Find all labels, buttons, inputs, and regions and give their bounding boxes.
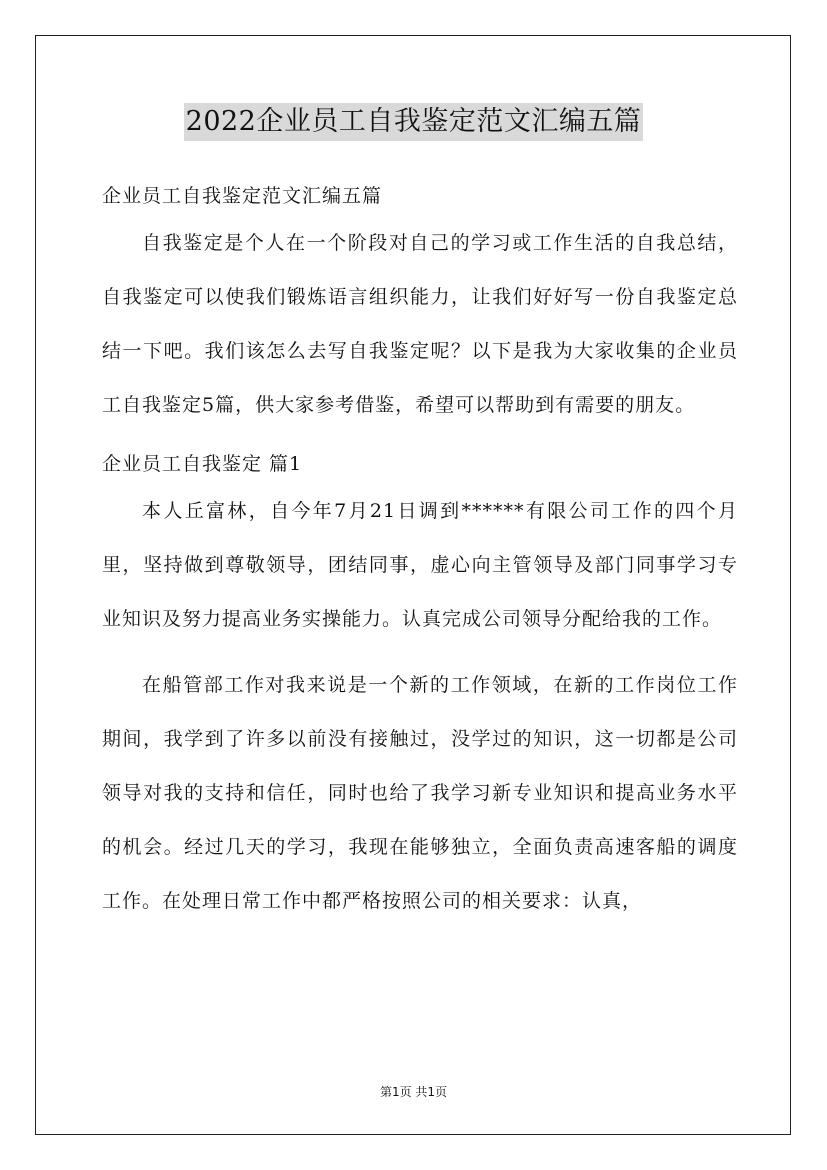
document-title: 2022企业员工自我鉴定范文汇编五篇: [184, 103, 644, 141]
section-heading: 企业员工自我鉴定 篇1: [102, 453, 303, 475]
document-body: [102, 176, 738, 928]
body-paragraph-1: 本人丘富林，自今年7月21日调到******有限公司工作的四个月里，坚持做到尊敬领导，团结同事，虚心向主管领导及部门同事学习专业知识及努力提高业务实操能力。认真完成公司领导分配给我的工作。: [102, 500, 738, 630]
document-subtitle: 企业员工自我鉴定范文汇编五篇: [102, 185, 383, 207]
page-footer: 第1页 共1页: [379, 1085, 448, 1099]
body-paragraph-2: 在船管部工作对我来说是一个新的工作领域，在新的工作岗位工作期间，我学到了许多以前没有接触过，没学过的知识，这一切都是公司领导对我的支持和信任，同时也给了我学习新专业知识和提高业务水平的机会。经过几天的学习，我现在能够独立，全面负责高速客船的调度工作。在处理日常工作中都严格按照公司的相关要求：认真，: [102, 674, 738, 912]
intro-paragraph: 自我鉴定是个人在一个阶段对自己的学习或工作生活的自我总结，自我鉴定可以使我们锻炼语言组织能力，让我们好好写一份自我鉴定总结一下吧。我们该怎么去写自我鉴定呢？以下是我为大家收集的企业员工自我鉴定5篇，供大家参考借鉴，希望可以帮助到有需要的朋友。: [102, 232, 738, 416]
title-container: [0, 103, 827, 141]
